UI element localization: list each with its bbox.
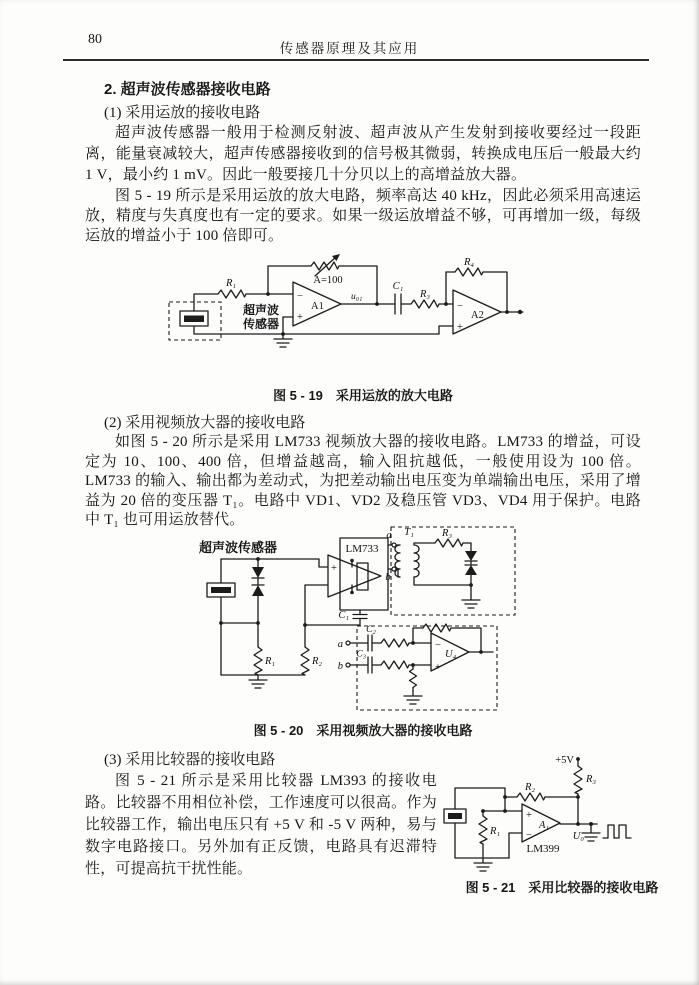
figure-5-21-caption: 图 5 - 21 采用比较器的接收电路 bbox=[465, 880, 659, 895]
opamp-a2-label: A2 bbox=[471, 310, 484, 321]
resistor-r1 bbox=[218, 290, 246, 298]
resistor-r1-label: R₁ bbox=[225, 278, 237, 289]
sensor-label-line1: 超声波 bbox=[242, 303, 280, 317]
resistor-r4 bbox=[455, 268, 483, 276]
plus-sign: + bbox=[297, 312, 303, 323]
figure-5-20-circuit bbox=[185, 523, 525, 715]
ground-rail bbox=[194, 326, 439, 334]
transducer-symbol bbox=[207, 583, 235, 597]
comparator-chip-label: LM399 bbox=[526, 843, 560, 855]
sensor-label-line2: 传感器 bbox=[242, 317, 280, 331]
capacitor-c2-label: C₂ bbox=[366, 625, 376, 635]
paragraph-3: 如图 5 - 20 所示是采用 LM733 视频放大器的接收电路。LM733 的增益，可设定为 10、100、400 倍，但增益越高，输入阻抗越低，一般使用设为 100 倍。LM733 的输入、输出都为差动式，为把差动输出电压变为单端输出电压，采用了增益为 20 倍的变压器 T₁。电路中 VD1、VD2 及稳压管 VD3、VD4 用于保护。电路中 T₁ 也可用运放替代。 bbox=[85, 434, 641, 528]
input-resistor bbox=[381, 661, 409, 669]
resistor-r3 bbox=[435, 539, 463, 547]
paragraph-4: 图 5 - 21 所示是采用比较器 LM393 的接收电路。比较器不用相位补偿，工作速度可以很高。作为比较器工作，输出电压只有 +5 V 和 -5 V 两种，易与数字电路接口。另外加有正反馈，电路具有迟滞特性，可提高抗干扰性能。 bbox=[85, 773, 437, 877]
resistor-r1-label: R₁ bbox=[490, 826, 501, 837]
subsection-1-heading: (1) 采用运放的接收电路 bbox=[104, 105, 261, 121]
figure-5-19-caption: 图 5 - 19 采用运放的放大电路 bbox=[273, 388, 453, 403]
terminal-a-label: a bbox=[386, 530, 392, 541]
feedback-wire bbox=[446, 272, 507, 312]
section-heading: 2. 超声波传感器接收电路 bbox=[104, 81, 271, 98]
ground-icon bbox=[462, 595, 480, 608]
minus-sign: − bbox=[297, 291, 303, 302]
subsection-2-heading: (2) 采用视频放大器的接收电路 bbox=[104, 415, 306, 431]
plus-sign: + bbox=[457, 322, 463, 333]
ground-icon bbox=[249, 675, 267, 688]
input-resistor bbox=[381, 639, 409, 647]
resistor-r1-label: R₁ bbox=[265, 656, 276, 667]
paragraph-1: 超声波传感器一般用于检测反射波、超声波从产生发射到接收要经过一段距离，能量衰减较大，超声传感器接收到的信号极其微弱，转换成电压后一般最大约 1 V，最小约 1 mV。因此一般要接几十分贝以上的高增益放大器。 bbox=[85, 125, 641, 183]
transformer-dashed-box bbox=[391, 527, 515, 615]
transformer-t1-label: T₁ bbox=[404, 527, 414, 538]
running-header-title: 传感器原理及其应用 bbox=[279, 41, 420, 56]
plus-sign: + bbox=[435, 662, 441, 673]
wire bbox=[221, 559, 328, 567]
minus-sign: − bbox=[526, 830, 532, 841]
plus-sign: + bbox=[526, 810, 532, 821]
resistor-r2 bbox=[301, 647, 309, 675]
resistor-r3 bbox=[574, 766, 582, 794]
zener-vd4 bbox=[465, 561, 477, 595]
resistor-r2 bbox=[517, 793, 545, 801]
plus-sign: + bbox=[331, 563, 337, 574]
variable-resistor bbox=[311, 262, 339, 270]
resistor-r3-label: R₃ bbox=[419, 289, 431, 300]
opamp-a2 bbox=[453, 290, 501, 334]
square-wave-icon bbox=[603, 825, 631, 838]
minus-sign: − bbox=[457, 301, 463, 312]
figure-5-21-circuit bbox=[437, 748, 687, 874]
output-u0-label: U₀ bbox=[572, 831, 584, 842]
bias-resistor-to-ground bbox=[404, 665, 422, 704]
sensor-label: 超声波传感器 bbox=[199, 540, 278, 555]
feedback-resistor bbox=[423, 624, 451, 632]
opamp-u4-label: U₄ bbox=[445, 649, 457, 660]
terminal-b-label: b bbox=[385, 572, 391, 583]
amplifier-lm733 bbox=[328, 538, 391, 610]
diode-vd2 bbox=[252, 578, 264, 647]
capacitor-c3-label: C₃ bbox=[356, 649, 366, 660]
wire bbox=[414, 577, 471, 585]
resistor-r1 bbox=[254, 647, 262, 675]
resistor-r3-label: R₃ bbox=[441, 528, 453, 539]
transformer-t1 bbox=[395, 527, 419, 577]
terminal-a2-label: a bbox=[337, 639, 343, 650]
capacitor-c1-label: C₁ bbox=[392, 281, 404, 292]
variable-resistor-arrow bbox=[315, 256, 337, 276]
opamp-a1-label: A1 bbox=[311, 301, 324, 312]
capacitor-c2 bbox=[350, 625, 381, 651]
resistor-r3-label: R₃ bbox=[586, 774, 597, 785]
resistor-r3 bbox=[411, 300, 439, 308]
ground-icon bbox=[274, 334, 292, 347]
wire bbox=[439, 326, 453, 334]
resistor-r4-label: R₄ bbox=[463, 257, 475, 268]
resistor-r1 bbox=[479, 816, 487, 844]
comparator-a1-label: A₁ bbox=[539, 820, 550, 831]
figure-5-19-circuit bbox=[163, 252, 548, 357]
vcc-label: +5V bbox=[555, 755, 574, 766]
opamp-a1 bbox=[293, 282, 341, 326]
minus-sign: − bbox=[435, 640, 441, 651]
paragraph-2: 图 5 - 19 所示是采用运放的放大电路，频率高达 40 kHz，因此必须采用高速运放，精度与失真度也有一定的要求。如果一级运放增益不够，可再增加一级，每级运放的增益小于 100 倍即可。 bbox=[85, 188, 641, 244]
zener-vd3 bbox=[465, 551, 477, 561]
resistor-r2-label: R₂ bbox=[524, 782, 536, 793]
capacitor-c3 bbox=[350, 650, 381, 674]
u01-label: u₀₁ bbox=[351, 292, 363, 302]
wire bbox=[283, 317, 293, 334]
gain-label: A=100 bbox=[313, 275, 343, 286]
capacitor-c1 bbox=[393, 281, 404, 314]
amplifier-lm733-label: LM733 bbox=[345, 543, 379, 555]
comparator-a1 bbox=[522, 804, 560, 855]
capacitor-c1 bbox=[305, 610, 367, 625]
subsection-3-heading: (3) 采用比较器的接收电路 bbox=[104, 752, 276, 768]
wire bbox=[305, 585, 328, 647]
page-number: 80 bbox=[88, 32, 102, 47]
terminal-b2-label: b bbox=[337, 661, 343, 672]
wire bbox=[409, 643, 431, 665]
ground-icon bbox=[404, 691, 422, 704]
transducer-symbol bbox=[444, 809, 466, 823]
ground-icon bbox=[582, 828, 600, 841]
ground-icon bbox=[474, 858, 492, 871]
capacitor-c1-label: C₁ bbox=[338, 610, 349, 621]
resistor-r2-label: R₂ bbox=[312, 656, 323, 667]
figure-5-20-caption: 图 5 - 20 采用视频放大器的接收电路 bbox=[253, 723, 473, 738]
opamp-u4 bbox=[431, 633, 469, 673]
wire bbox=[509, 833, 522, 858]
diode-vd1 bbox=[252, 559, 264, 578]
opamp-alt-dashed-box bbox=[357, 626, 497, 710]
transducer-symbol bbox=[180, 311, 208, 326]
header-rule bbox=[63, 59, 649, 61]
